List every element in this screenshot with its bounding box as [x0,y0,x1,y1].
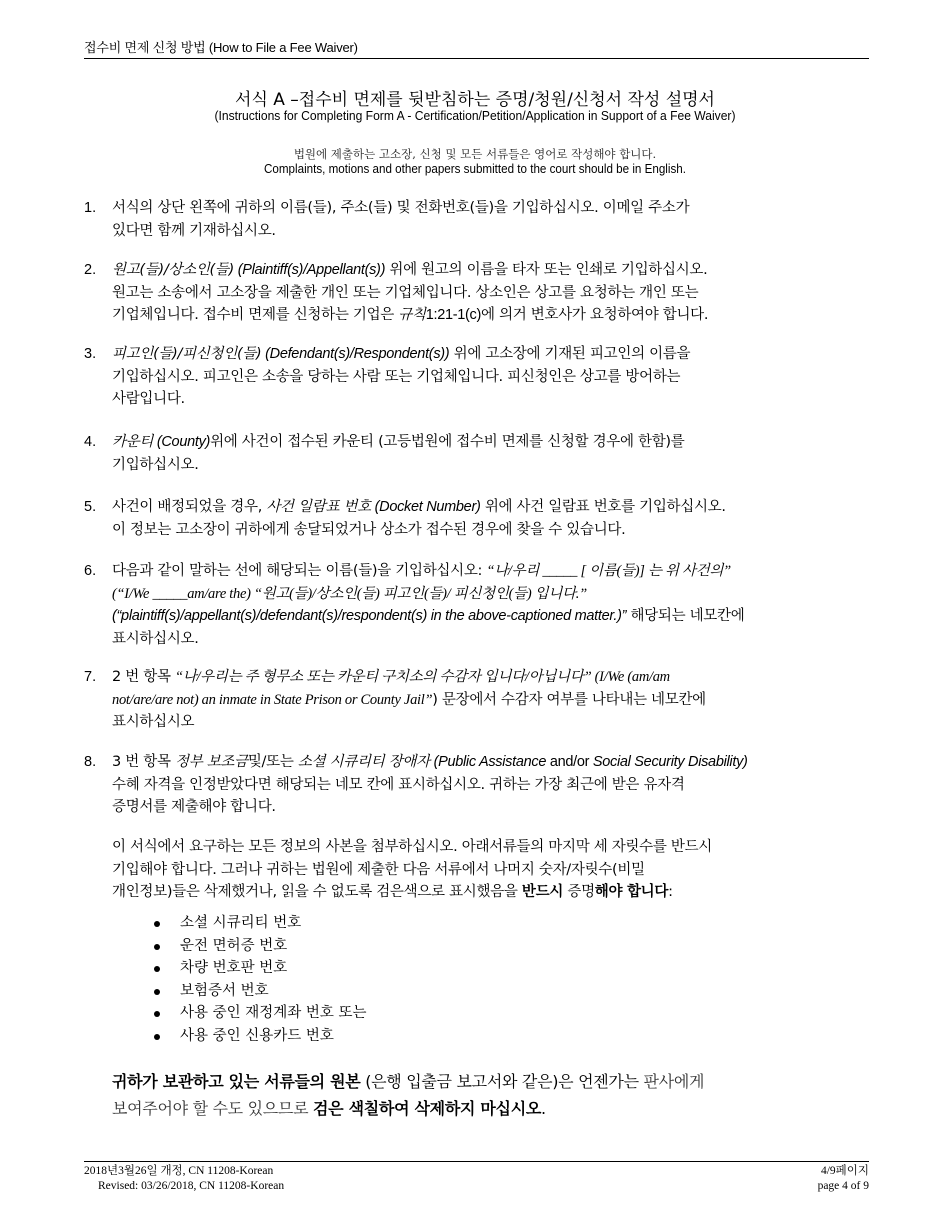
item-number: 8. [84,754,97,770]
confidential-documents-list [150,912,367,1048]
field-label-korean: 사건 일람표 번호 [266,499,371,515]
instruction-item-5 [84,496,874,541]
item-text: 해당되는 네모칸에 [626,608,745,624]
quoted-statement-english: not/are/are not) an inmate in State Prison or County Jail” [112,691,433,708]
item-text: 표시하십시오 [112,714,195,730]
footer-page-number [818,1164,869,1194]
list-item: 사용 중인 재정계좌 번호 또는 [150,1002,367,1025]
field-label-english: (Plaintiff(s)/Appellant(s)) [233,262,386,278]
page-title: 서식 A –접수비 면제를 뒷받침하는 증명/청원/신청서 작성 설명서 [235,90,715,110]
item-text: 위에 사건 일람표 번호를 기입하십시오. [480,499,726,515]
field-label-korean: 정부 보조금 [174,754,248,770]
item-text: 서식의 상단 왼쪽에 귀하의 이름(들), 주소(들) 및 전화번호(들)을 기입하십시오. 이메일 주소가 [112,200,690,216]
field-label-english: (Defendant(s)/Respondent(s)) [261,346,450,362]
field-label-korean: 카운티 [112,434,154,450]
field-label-english: Social Security Disability) [592,754,748,770]
item-text: 위에 사건이 접수된 카운티 (고등법원에 접수비 면제를 신청할 경우에 한함)를 [210,434,685,450]
paragraph-text: 기입해야 합니다. 그러나 귀하는 법원에 제출한 다음 서류에서 나머지 숫자/자릿수(비밀 [112,861,645,878]
item-text: 다음과 같이 말하는 선에 해당되는 이름(들)을 기입하십시오: [112,563,487,579]
closing-warning [112,1068,872,1122]
field-label-english: (County) [153,434,211,450]
item-number: 4. [84,434,97,450]
item-text: 증명서를 제출해야 합니다. [112,799,276,815]
item-text: 2 번 항목 [112,669,175,685]
instruction-item-1 [84,197,874,242]
page-number-english: page 4 of 9 [817,1180,869,1192]
item-text: 및/또는 [247,754,298,770]
footer-revision [84,1164,284,1194]
item-number: 6. [84,563,97,579]
field-label-korean: 원고(들)/상소인(들) [112,262,234,278]
item-text: 기입하십시오. 피고인은 소송을 당하는 사람 또는 기업체입니다. 피신청인은 상고를 방어하는 [112,368,681,385]
item-text: 표시하십시오. [112,630,199,647]
rule-label: 규칙 [398,307,426,323]
field-label-korean: 피고인(들)/피신청인(들) [112,346,262,362]
item-text: 사람입니다. [112,391,185,407]
language-note-english: Complaints, motions and other papers submitted to the court should be in English. [264,162,686,176]
item-text: 위에 원고의 이름을 타자 또는 인쇄로 기입하십시오. [385,262,708,278]
header-divider [84,58,869,59]
item-text: and/or [546,754,593,770]
field-label-english: (Docket Number) [370,499,481,515]
running-header: 접수비 면제 신청 방법 (How to File a Fee Waiver) [84,40,358,55]
field-label-korean: 소셜 시큐리티 장애자 [297,754,430,770]
page-number-korean: 4/9페이지 [820,1165,869,1177]
item-text: 기입하십시오. [112,456,199,473]
emphasis-text: 해야 합니다 [594,884,669,900]
page-subtitle: (Instructions for Completing Form A - Certification/Petition/Application in Support of a Fee Waiver) [214,108,736,123]
instruction-item-8 [84,751,874,819]
emphasis-text: 귀하가 보관하고 있는 서류들의 원본 [112,1072,361,1091]
paragraph-text: 개인정보)들은 삭제했거나, 읽을 수 없도록 검은색으로 표시했음을 [112,884,522,900]
item-number: 5. [84,499,97,515]
list-item: 사용 중인 신용카드 번호 [150,1025,367,1048]
list-item: 운전 면허증 번호 [150,935,367,958]
instruction-item-6 [84,560,874,650]
quoted-statement-english: (“I/We _____am/are the) [112,585,251,602]
instruction-item-2 [84,259,874,327]
paragraph-text: 증명 [563,884,595,900]
quoted-statement: “나/우리는 주 형무소 또는 카운티 구치소의 수감자 입니다/아닙니다” (I/We (am/am [174,669,670,685]
list-item: 소셜 시큐리티 번호 [150,912,367,935]
emphasis-text: 반드시 [521,884,564,900]
quoted-statement-korean: “원고(들)/상소인(들) 피고인(들)/ 피신청인(들) 입니다.” [250,585,587,602]
revision-text-english: Revised: 03/26/2018, CN 11208-Korean [98,1180,285,1192]
item-text: 이 정보는 고소장이 귀하에게 송달되었거나 상소가 접수된 경우에 찾을 수 있습니다. [112,521,626,538]
item-text: 에 의거 변호사가 요청하여야 합니다. [481,307,709,323]
item-text: ) 문장에서 수감자 여부를 나타내는 네모칸에 [432,691,706,708]
item-number: 2. [84,262,97,278]
item-number: 1. [84,200,97,216]
paragraph-text: 이 서식에서 요구하는 모든 정보의 사본을 첨부하십시오. 아래서류들의 마지막 세 자릿수를 반드시 [112,839,712,855]
revision-text-korean: 2018년3월26일 개정, CN 11208-Korean [84,1165,274,1177]
item-text: 원고는 소송에서 고소장을 제출한 개인 또는 기업체입니다. 상소인은 상고를 요청하는 개인 또는 [112,284,699,301]
paragraph-text: 판사에게 [643,1072,705,1091]
language-note-korean: 법원에 제출하는 고소장, 신청 및 모든 서류들은 영어로 작성해야 합니다. [293,147,657,161]
item-number: 3. [84,346,97,362]
list-item: 보험증서 번호 [150,980,367,1003]
instruction-item-7 [84,666,874,734]
item-text: 3 번 항목 [112,754,175,770]
item-number: 7. [84,669,97,685]
item-text: 사건이 배정되었을 경우, [112,499,267,515]
item-text: 있다면 함께 기재하십시오. [112,222,276,239]
item-text: 수혜 자격을 인정받았다면 해당되는 네모 칸에 표시하십시오. 귀하는 가장 최근에 받은 유자격 [112,776,685,793]
item-text: 위에 고소장에 기재된 피고인의 이름을 [449,346,691,362]
rule-number: 1:21-1(c) [425,307,482,323]
list-item: 차량 번호판 번호 [150,957,367,980]
field-label-english: (Public Assistance [429,754,547,770]
quoted-statement-korean: “나/우리 _____ [ 이름(들)] 는 위 사건의” [486,563,731,579]
paragraph-text: : [668,884,673,900]
item-text: 기업체입니다. 접수비 면제를 신청하는 기업은 [112,307,399,323]
instruction-item-4 [84,431,874,476]
footer-divider [84,1161,869,1162]
instruction-item-3 [84,343,874,411]
paragraph-text: 보여주어야 할 수도 있으므로 [112,1099,314,1118]
quoted-statement-english: (“plaintiff(s)/appellant(s)/defendant(s)/respondent(s) in the above-captioned matter.)” [112,608,627,624]
emphasis-text: 검은 색칠하여 삭제하지 마십시오 [313,1099,542,1118]
attachment-instructions [112,836,872,904]
paragraph-text: . [541,1099,546,1118]
paragraph-text: (은행 입출금 보고서와 같은)은 언젠가는 [360,1072,644,1091]
